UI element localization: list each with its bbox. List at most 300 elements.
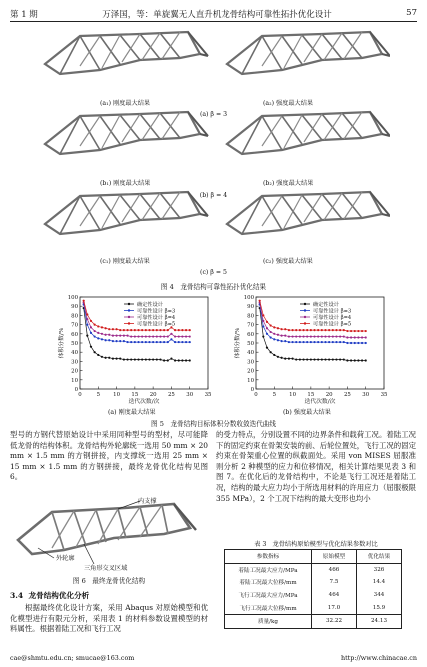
data-point bbox=[126, 358, 128, 360]
data-point bbox=[141, 341, 143, 343]
data-point bbox=[123, 335, 125, 337]
data-point bbox=[170, 358, 172, 360]
data-point bbox=[295, 335, 297, 337]
data-point bbox=[115, 328, 117, 330]
data-point bbox=[167, 341, 169, 343]
table-cell: 14.4 bbox=[357, 576, 402, 589]
data-point bbox=[163, 335, 165, 337]
footer-email[interactable]: cae@shmtu.edu.cn; smucae@163.com bbox=[10, 654, 135, 662]
data-point bbox=[350, 330, 352, 332]
data-point bbox=[310, 335, 312, 337]
legend-marker bbox=[128, 303, 130, 305]
data-point bbox=[112, 358, 114, 360]
data-point bbox=[310, 341, 312, 343]
header-rule bbox=[10, 21, 417, 22]
data-point bbox=[262, 314, 264, 316]
legend-label: 可靠性设计 β=5 bbox=[313, 321, 352, 328]
data-point bbox=[321, 335, 323, 337]
data-point bbox=[123, 340, 125, 342]
data-point bbox=[284, 358, 286, 360]
data-point bbox=[313, 335, 315, 337]
fig6-label-node: 三角形交叉区域 bbox=[84, 565, 128, 572]
legend-label: 可靠性设计 β=3 bbox=[313, 308, 352, 315]
fig6-label-outer: 外轮廓 bbox=[56, 555, 75, 562]
data-point bbox=[90, 346, 92, 348]
table-cell: 24.13 bbox=[357, 614, 402, 628]
data-point bbox=[145, 358, 147, 360]
data-point bbox=[346, 330, 348, 332]
data-point bbox=[159, 329, 161, 331]
data-point bbox=[277, 327, 279, 329]
data-point bbox=[321, 341, 323, 343]
running-title: 万泽国，等：单旋翼无人直升机龙骨结构可靠性拓扑优化设计 bbox=[102, 10, 332, 20]
data-point bbox=[302, 341, 304, 343]
data-point bbox=[313, 329, 315, 331]
section-heading bbox=[10, 590, 89, 601]
data-point bbox=[299, 341, 301, 343]
y-tick-label: 70 bbox=[247, 322, 254, 329]
data-point bbox=[108, 334, 110, 336]
y-tick-label: 80 bbox=[71, 313, 78, 320]
data-point bbox=[174, 359, 176, 361]
data-point bbox=[97, 332, 99, 334]
y-tick-label: 100 bbox=[67, 295, 78, 301]
x-tick-label: 20 bbox=[149, 392, 157, 398]
x-tick-label: 0 bbox=[254, 392, 258, 398]
data-point bbox=[185, 341, 187, 343]
x-tick-label: 30 bbox=[186, 392, 194, 398]
y-tick-label: 30 bbox=[247, 359, 254, 366]
data-point bbox=[167, 335, 169, 337]
data-point bbox=[108, 328, 110, 330]
data-point bbox=[152, 358, 154, 360]
data-point bbox=[284, 335, 286, 337]
data-point bbox=[156, 341, 158, 343]
y-tick-label: 0 bbox=[74, 387, 78, 393]
table-cell: 15.9 bbox=[357, 601, 402, 614]
data-point bbox=[159, 335, 161, 337]
data-point bbox=[130, 341, 132, 343]
data-point bbox=[365, 330, 367, 332]
data-point bbox=[288, 358, 290, 360]
data-point bbox=[335, 358, 337, 360]
data-point bbox=[86, 318, 88, 320]
data-point bbox=[302, 335, 304, 337]
data-point bbox=[181, 335, 183, 337]
data-point bbox=[332, 358, 334, 360]
data-point bbox=[105, 357, 107, 359]
legend-label: 可靠性设计 β=4 bbox=[313, 314, 352, 321]
data-point bbox=[119, 340, 121, 342]
page-number: 57 bbox=[406, 8, 417, 18]
data-point bbox=[328, 335, 330, 337]
data-point bbox=[310, 329, 312, 331]
y-tick-label: 20 bbox=[71, 368, 78, 375]
x-tick-label: 25 bbox=[343, 392, 351, 398]
fig4-b-group: (b) β = 4 bbox=[199, 192, 228, 199]
data-point bbox=[357, 336, 359, 338]
data-point bbox=[94, 324, 96, 326]
data-point bbox=[299, 335, 301, 337]
data-point bbox=[174, 335, 176, 337]
fig4-caption: 图 4 龙骨结构可靠性拓扑优化结果 bbox=[160, 283, 267, 291]
y-tick-label: 10 bbox=[247, 377, 254, 384]
data-point bbox=[156, 358, 158, 360]
data-point bbox=[277, 356, 279, 358]
left-paragraph-2: 根据最终优化设计方案，采用 Abaqus 对原始模型和优化模型进行有限元分析，采用表 1 的材料参数设置模型的材料属性。根据着陆工况和飞行工况 bbox=[10, 603, 208, 634]
data-point bbox=[115, 340, 117, 342]
data-point bbox=[115, 335, 117, 337]
data-point bbox=[365, 336, 367, 338]
data-point bbox=[357, 342, 359, 344]
data-point bbox=[288, 335, 290, 337]
data-point bbox=[90, 332, 92, 334]
data-point bbox=[324, 329, 326, 331]
data-point bbox=[148, 358, 150, 360]
data-point bbox=[119, 335, 121, 337]
left-paragraph-1: 型号的方钢代替原始设计中采用同种型号的型材，尽可能降低龙骨的结构体积。龙骨结构外轮廓统一选用 50 mm × 20 mm × 1.5 mm 的方钢拼接，内支撑统一选用 25 mm × 15 mm × 1.5 mm 的方钢拼接，最终龙骨优化结构见图 6。 bbox=[10, 430, 208, 482]
table-cell: 飞行工况最大位移/mm bbox=[225, 601, 312, 614]
data-point bbox=[156, 335, 158, 337]
x-tick-label: 15 bbox=[307, 392, 315, 398]
fig6-label-inner: 内支撑 bbox=[138, 498, 157, 505]
y-tick-label: 40 bbox=[71, 350, 78, 357]
data-point bbox=[137, 335, 139, 337]
data-point bbox=[350, 336, 352, 338]
data-point bbox=[148, 329, 150, 331]
y-tick-label: 80 bbox=[247, 313, 254, 320]
data-point bbox=[159, 341, 161, 343]
table-row bbox=[225, 601, 402, 614]
data-point bbox=[181, 329, 183, 331]
data-point bbox=[270, 351, 272, 353]
data-point bbox=[291, 329, 293, 331]
legend-label: 确定性设计 bbox=[313, 301, 339, 308]
data-point bbox=[339, 335, 341, 337]
y-tick-label: 20 bbox=[247, 368, 254, 375]
y-tick-label: 0 bbox=[250, 387, 254, 393]
section-title: 龙骨结构优化分析 bbox=[28, 591, 90, 600]
data-point bbox=[101, 338, 103, 340]
data-point bbox=[126, 335, 128, 337]
data-point bbox=[357, 330, 359, 332]
data-point bbox=[152, 341, 154, 343]
section-number: 3.4 bbox=[10, 591, 24, 600]
y-axis-label: 体积分数/% bbox=[235, 327, 241, 359]
data-point bbox=[178, 335, 180, 337]
data-point bbox=[284, 340, 286, 342]
data-point bbox=[365, 359, 367, 361]
data-point bbox=[262, 335, 264, 337]
data-point bbox=[273, 338, 275, 340]
data-point bbox=[313, 358, 315, 360]
data-point bbox=[185, 359, 187, 361]
table-cell: 17.0 bbox=[312, 601, 357, 614]
data-point bbox=[174, 329, 176, 331]
data-point bbox=[130, 335, 132, 337]
data-point bbox=[302, 358, 304, 360]
data-point bbox=[141, 329, 143, 331]
data-point bbox=[302, 329, 304, 331]
data-point bbox=[262, 320, 264, 322]
y-tick-label: 90 bbox=[247, 304, 254, 311]
data-point bbox=[273, 333, 275, 335]
data-point bbox=[189, 341, 191, 343]
table-cell: 质量/kg bbox=[225, 614, 312, 628]
data-point bbox=[141, 335, 143, 337]
data-point bbox=[291, 335, 293, 337]
table-row bbox=[225, 563, 402, 576]
data-point bbox=[148, 335, 150, 337]
table-cell: 466 bbox=[312, 563, 357, 576]
y-tick-label: 60 bbox=[247, 331, 254, 338]
data-point bbox=[174, 341, 176, 343]
data-point bbox=[167, 329, 169, 331]
data-point bbox=[332, 335, 334, 337]
data-point bbox=[170, 333, 172, 335]
data-point bbox=[306, 358, 308, 360]
data-point bbox=[105, 334, 107, 336]
legend-marker bbox=[304, 303, 306, 305]
data-point bbox=[277, 339, 279, 341]
legend-marker bbox=[128, 316, 130, 318]
data-point bbox=[310, 358, 312, 360]
data-point bbox=[281, 328, 283, 330]
data-point bbox=[306, 341, 308, 343]
data-point bbox=[134, 341, 136, 343]
data-point bbox=[288, 329, 290, 331]
data-point bbox=[361, 336, 363, 338]
fig6-caption: 图 6 最终龙骨优化结构 bbox=[72, 577, 146, 585]
table-cell: 飞行工况最大应力/MPa bbox=[225, 589, 312, 602]
fig4-b2-structure bbox=[227, 112, 390, 154]
data-point bbox=[354, 336, 356, 338]
table3 bbox=[224, 549, 402, 629]
data-point bbox=[273, 354, 275, 356]
data-point bbox=[288, 341, 290, 343]
legend-label: 可靠性设计 β=4 bbox=[137, 314, 176, 321]
fig4-structures bbox=[40, 26, 390, 276]
table-cell: 着陆工况最大位移/mm bbox=[225, 576, 312, 589]
x-axis-label: 迭代次数/次 bbox=[304, 399, 336, 405]
data-point bbox=[152, 335, 154, 337]
data-point bbox=[185, 335, 187, 337]
legend-label: 确定性设计 bbox=[137, 301, 163, 308]
y-tick-label: 90 bbox=[71, 304, 78, 311]
y-tick-label: 100 bbox=[243, 295, 254, 301]
x-tick-label: 10 bbox=[113, 392, 121, 398]
data-point bbox=[137, 358, 139, 360]
table-row bbox=[225, 614, 402, 628]
data-point bbox=[324, 335, 326, 337]
data-point bbox=[317, 341, 319, 343]
fig4-a2-structure bbox=[227, 32, 390, 74]
data-point bbox=[112, 340, 114, 342]
data-point bbox=[156, 329, 158, 331]
data-point bbox=[266, 347, 268, 349]
fig4-b2-label: (b₂) 强度最大结果 bbox=[263, 180, 314, 187]
data-point bbox=[328, 329, 330, 331]
data-point bbox=[291, 341, 293, 343]
table3-caption: 表 3 龙骨结构原始模型与优化结果参数对比 bbox=[254, 541, 378, 548]
data-point bbox=[97, 325, 99, 327]
data-point bbox=[266, 327, 268, 329]
fig4-c2-label: (c₂) 强度最大结果 bbox=[263, 258, 313, 265]
data-point bbox=[163, 329, 165, 331]
footer-url[interactable]: http://www.chinacae.cn bbox=[340, 654, 417, 662]
data-point bbox=[137, 341, 139, 343]
data-point bbox=[86, 335, 88, 337]
fig4-b1-label: (b₁) 刚度最大结果 bbox=[100, 180, 151, 187]
data-point bbox=[343, 341, 345, 343]
data-point bbox=[335, 329, 337, 331]
data-point bbox=[163, 359, 165, 361]
data-point bbox=[105, 327, 107, 329]
data-point bbox=[350, 359, 352, 361]
table-header-cell: 参数指标 bbox=[225, 550, 312, 564]
data-point bbox=[181, 359, 183, 361]
table-cell: 326 bbox=[357, 563, 402, 576]
data-point bbox=[152, 329, 154, 331]
data-point bbox=[86, 324, 88, 326]
data-point bbox=[148, 341, 150, 343]
data-point bbox=[86, 313, 88, 315]
data-point bbox=[145, 335, 147, 337]
legend-marker bbox=[304, 316, 306, 318]
x-tick-label: 5 bbox=[96, 392, 101, 398]
data-point bbox=[328, 358, 330, 360]
fig5-chart-strength bbox=[232, 293, 392, 405]
data-point bbox=[277, 334, 279, 336]
y-tick-label: 40 bbox=[247, 350, 254, 357]
data-point bbox=[354, 342, 356, 344]
data-point bbox=[108, 357, 110, 359]
data-point bbox=[134, 335, 136, 337]
fig4-a1-structure bbox=[45, 32, 208, 74]
data-point bbox=[346, 336, 348, 338]
legend-marker bbox=[128, 322, 130, 324]
x-tick-label: 20 bbox=[325, 392, 333, 398]
data-point bbox=[170, 338, 172, 340]
data-point bbox=[178, 359, 180, 361]
data-point bbox=[350, 342, 352, 344]
data-point bbox=[357, 359, 359, 361]
data-point bbox=[90, 320, 92, 322]
fig5-sub-right: (b) 强度最大结果 bbox=[283, 409, 331, 416]
table-header-row bbox=[225, 550, 402, 564]
data-point bbox=[299, 358, 301, 360]
table-header-cell: 原始模型 bbox=[312, 550, 357, 564]
data-point bbox=[346, 359, 348, 361]
data-point bbox=[291, 358, 293, 360]
legend-label: 可靠性设计 β=3 bbox=[137, 308, 176, 315]
table-cell: 着陆工况最大应力/MPa bbox=[225, 563, 312, 576]
y-tick-label: 30 bbox=[71, 359, 78, 366]
legend-marker bbox=[304, 322, 306, 324]
data-point bbox=[185, 329, 187, 331]
data-point bbox=[281, 357, 283, 359]
fig5-sub-left: (a) 刚度最大结果 bbox=[108, 409, 156, 416]
data-point bbox=[339, 341, 341, 343]
data-point bbox=[145, 329, 147, 331]
x-tick-label: 35 bbox=[380, 392, 388, 398]
data-point bbox=[343, 335, 345, 337]
table-row bbox=[225, 576, 402, 589]
journal-issue: 第 1 期 bbox=[10, 10, 38, 20]
fig4-b1-structure bbox=[45, 112, 208, 154]
data-point bbox=[343, 358, 345, 360]
data-point bbox=[328, 341, 330, 343]
data-point bbox=[281, 340, 283, 342]
data-point bbox=[361, 342, 363, 344]
data-point bbox=[141, 358, 143, 360]
data-point bbox=[189, 329, 191, 331]
data-point bbox=[339, 329, 341, 331]
data-point bbox=[306, 329, 308, 331]
x-tick-label: 35 bbox=[204, 392, 212, 398]
fig4-a-group: (a) β = 3 bbox=[199, 111, 228, 118]
data-point bbox=[163, 341, 165, 343]
data-point bbox=[83, 300, 85, 302]
data-point bbox=[94, 335, 96, 337]
data-point bbox=[178, 329, 180, 331]
data-point bbox=[335, 335, 337, 337]
data-point bbox=[189, 335, 191, 337]
data-point bbox=[321, 329, 323, 331]
data-point bbox=[259, 300, 261, 302]
data-point bbox=[159, 358, 161, 360]
fig5-chart-stiffness bbox=[56, 293, 216, 405]
fig5-caption: 图 5 龙骨结构目标体积分数收敛迭代曲线 bbox=[151, 420, 276, 428]
data-point bbox=[262, 325, 264, 327]
data-point bbox=[332, 329, 334, 331]
data-point bbox=[295, 341, 297, 343]
legend-label: 可靠性设计 β=5 bbox=[137, 321, 176, 328]
fig4-c1-label: (c₁) 刚度最大结果 bbox=[100, 258, 150, 265]
data-point bbox=[365, 342, 367, 344]
data-point bbox=[317, 335, 319, 337]
data-point bbox=[270, 331, 272, 333]
data-point bbox=[339, 358, 341, 360]
data-point bbox=[266, 333, 268, 335]
fig4-c-group: (c) β = 5 bbox=[200, 269, 227, 276]
x-tick-label: 10 bbox=[289, 392, 297, 398]
x-axis-label: 迭代次数/次 bbox=[128, 399, 160, 405]
data-point bbox=[361, 359, 363, 361]
fig6-final-structure bbox=[14, 492, 210, 572]
x-tick-label: 30 bbox=[362, 392, 370, 398]
y-tick-label: 10 bbox=[71, 377, 78, 384]
data-point bbox=[346, 342, 348, 344]
data-point bbox=[112, 328, 114, 330]
table-cell: 464 bbox=[312, 589, 357, 602]
data-point bbox=[313, 341, 315, 343]
data-point bbox=[299, 329, 301, 331]
data-point bbox=[354, 359, 356, 361]
data-point bbox=[137, 329, 139, 331]
data-point bbox=[130, 358, 132, 360]
legend-marker bbox=[128, 309, 130, 311]
data-point bbox=[126, 329, 128, 331]
data-point bbox=[101, 356, 103, 358]
data-point bbox=[284, 328, 286, 330]
data-point bbox=[105, 339, 107, 341]
data-point bbox=[108, 339, 110, 341]
data-point bbox=[181, 341, 183, 343]
data-point bbox=[295, 329, 297, 331]
data-point bbox=[295, 358, 297, 360]
data-point bbox=[101, 326, 103, 328]
